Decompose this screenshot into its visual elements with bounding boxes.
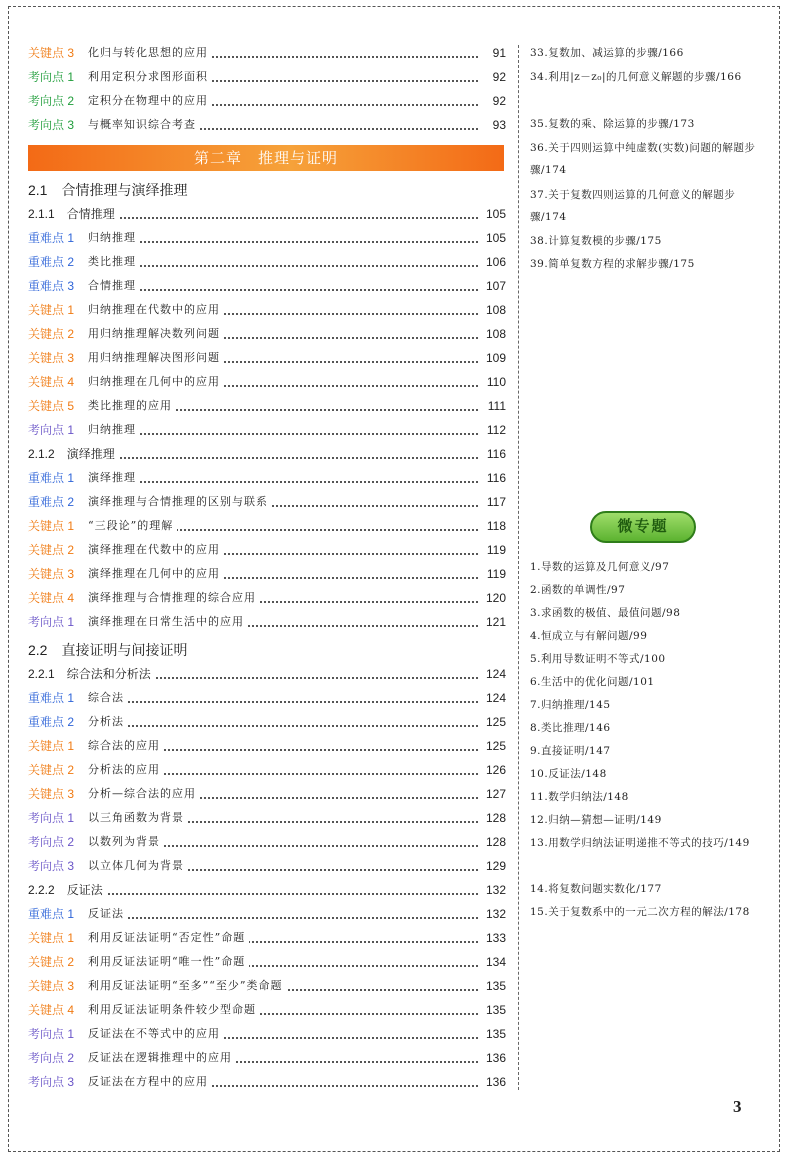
toc-entry[interactable] [28, 611, 506, 633]
entry-title: 化归与转化思想的应用 [88, 42, 212, 64]
entry-page-number: 134 [482, 951, 506, 973]
toc-entry[interactable] [28, 927, 506, 949]
toc-entry[interactable] [28, 711, 506, 733]
entry-title: 利用反证法证明“至多”“至少”类命题 [88, 975, 287, 997]
toc-entry[interactable] [28, 66, 506, 88]
micro-topic-item[interactable]: 6.生活中的优化问题/101 [530, 676, 655, 688]
subsection-page-number: 124 [482, 663, 506, 685]
entry-page-number: 105 [482, 227, 506, 249]
entry-category-label: 重难点 2 [28, 255, 75, 269]
entry-page-number: 132 [482, 903, 506, 925]
dot-leader [88, 481, 478, 483]
micro-topic-item[interactable]: 15.关于复数系中的一元二次方程的解法/178 [530, 906, 750, 918]
entry-page-number: 127 [482, 783, 506, 805]
micro-topic-item[interactable]: 10.反证法/148 [530, 768, 607, 780]
step-item[interactable]: 37.关于复数四则运算的几何意义的解题步骤/174 [530, 189, 736, 223]
entry-title: “三段论”的理解 [88, 515, 177, 537]
toc-entry[interactable] [28, 975, 506, 997]
dot-leader [88, 289, 478, 291]
entry-page-number: 135 [482, 999, 506, 1021]
entry-category-label: 关键点 2 [28, 327, 75, 341]
dot-leader [88, 725, 478, 727]
entry-title: 演绎推理在代数中的应用 [88, 539, 224, 561]
entry-page-number: 121 [482, 611, 506, 633]
entry-title: 反证法在逻辑推理中的应用 [88, 1047, 236, 1069]
entry-page-number: 135 [482, 1023, 506, 1045]
entry-page-number: 111 [484, 395, 506, 417]
micro-topic-item[interactable]: 13.用数学归纳法证明递推不等式的技巧/149 [530, 837, 750, 849]
entry-page-number: 118 [483, 515, 506, 537]
toc-entry[interactable] [28, 1071, 506, 1093]
step-item[interactable]: 36.关于四则运算中纯虚数(实数)问题的解题步骤/174 [530, 142, 756, 176]
dot-leader [88, 917, 478, 919]
toc-entry[interactable] [28, 783, 506, 805]
toc-entry[interactable] [28, 539, 506, 561]
entry-page-number: 106 [482, 251, 506, 273]
entry-category-label: 考向点 2 [28, 835, 75, 849]
entry-category-label: 重难点 2 [28, 715, 75, 729]
step-item[interactable]: 35.复数的乘、除运算的步骤/173 [530, 118, 695, 130]
entry-category-label: 关键点 3 [28, 351, 75, 365]
entry-page-number: 129 [482, 855, 506, 877]
toc-entry[interactable] [28, 299, 506, 321]
chapter-title-banner: 第二章 推理与证明 [28, 145, 504, 171]
entry-category-label: 重难点 1 [28, 907, 75, 921]
entry-category-label: 关键点 3 [28, 567, 75, 581]
entry-title: 归纳推理 [88, 419, 140, 441]
entry-title: 演绎推理与合情推理的综合应用 [88, 587, 260, 609]
entry-title: 反证法在方程中的应用 [88, 1071, 212, 1093]
entry-page-number: 136 [482, 1071, 506, 1093]
micro-topic-item[interactable]: 14.将复数问题实数化/177 [530, 883, 662, 895]
entry-category-label: 考向点 1 [28, 811, 75, 825]
step-item[interactable]: 33.复数加、减运算的步骤/166 [530, 47, 684, 59]
toc-entry[interactable] [28, 395, 506, 417]
entry-title: 综合法的应用 [88, 735, 164, 757]
subsection-entry[interactable] [28, 443, 506, 465]
entry-title: 与概率知识综合考查 [88, 114, 200, 136]
dot-leader [88, 265, 478, 267]
column-divider [518, 45, 519, 1090]
entry-page-number: 112 [483, 419, 506, 441]
entry-category-label: 考向点 3 [28, 118, 75, 132]
entry-category-label: 关键点 3 [28, 46, 75, 60]
toc-entry[interactable] [28, 251, 506, 273]
entry-page-number: 128 [482, 831, 506, 853]
entry-category-label: 关键点 4 [28, 1003, 75, 1017]
entry-page-number: 116 [483, 467, 506, 489]
entry-category-label: 关键点 4 [28, 375, 75, 389]
entry-title: 以数列为背景 [88, 831, 164, 853]
entry-title: 用归纳推理解决图形问题 [88, 347, 224, 369]
micro-topic-item[interactable]: 9.直接证明/147 [530, 745, 611, 757]
entry-page-number: 128 [482, 807, 506, 829]
entry-category-label: 重难点 3 [28, 279, 75, 293]
toc-entry[interactable] [28, 114, 506, 136]
entry-category-label: 重难点 1 [28, 231, 75, 245]
micro-topic-item[interactable]: 8.类比推理/146 [530, 722, 611, 734]
entry-page-number: 108 [482, 299, 506, 321]
micro-topic-item[interactable]: 1.导数的运算及几何意义/97 [530, 561, 670, 573]
entry-page-number: 92 [489, 66, 506, 88]
entry-page-number: 136 [482, 1047, 506, 1069]
micro-topic-item[interactable]: 11.数学归纳法/148 [530, 791, 629, 803]
entry-category-label: 关键点 3 [28, 979, 75, 993]
entry-title: 演绎推理在日常生活中的应用 [88, 611, 248, 633]
entry-category-label: 考向点 1 [28, 70, 75, 84]
section-heading: 2.1 合情推理与演绎推理 [28, 182, 188, 198]
subsection-entry[interactable] [28, 203, 506, 225]
entry-page-number: 119 [483, 563, 506, 585]
entry-category-label: 关键点 1 [28, 739, 75, 753]
toc-entry[interactable] [28, 371, 506, 393]
entry-category-label: 关键点 2 [28, 955, 75, 969]
micro-topic-item[interactable]: 5.利用导数证明不等式/100 [530, 653, 666, 665]
toc-entry[interactable] [28, 587, 506, 609]
entry-category-label: 重难点 1 [28, 471, 75, 485]
page-number: 3 [733, 1097, 742, 1116]
toc-entry[interactable] [28, 855, 506, 877]
entry-title: 以三角函数为背景 [88, 807, 188, 829]
toc-entry[interactable] [28, 999, 506, 1021]
entry-title: 演绎推理在几何中的应用 [88, 563, 224, 585]
entry-page-number: 107 [482, 275, 506, 297]
toc-entry[interactable] [28, 831, 506, 853]
entry-category-label: 考向点 1 [28, 615, 75, 629]
subsection-page-number: 116 [483, 443, 506, 465]
entry-title: 利用反证法证明“唯一性”命题 [88, 951, 249, 973]
entry-title: 归纳推理 [88, 227, 140, 249]
entry-page-number: 125 [482, 735, 506, 757]
entry-title: 演绎推理与合情推理的区别与联系 [88, 491, 272, 513]
micro-topic-item[interactable]: 2.函数的单调性/97 [530, 584, 626, 596]
toc-entry[interactable] [28, 687, 506, 709]
entry-title: 分析—综合法的应用 [88, 783, 200, 805]
entry-title: 归纳推理在代数中的应用 [88, 299, 224, 321]
toc-entry[interactable] [28, 759, 506, 781]
entry-category-label: 关键点 1 [28, 931, 75, 945]
entry-category-label: 关键点 5 [28, 399, 75, 413]
dot-leader [88, 241, 478, 243]
toc-entry[interactable] [28, 1023, 506, 1045]
entry-page-number: 125 [482, 711, 506, 733]
entry-page-number: 92 [489, 90, 506, 112]
entry-title: 合情推理 [88, 275, 140, 297]
entry-title: 综合法 [88, 687, 128, 709]
entry-title: 定积分在物理中的应用 [88, 90, 212, 112]
entry-title: 类比推理的应用 [88, 395, 176, 417]
toc-entry[interactable] [28, 90, 506, 112]
entry-title: 演绎推理 [88, 467, 140, 489]
entry-category-label: 关键点 1 [28, 519, 75, 533]
micro-topic-item[interactable]: 3.求函数的极值、最值问题/98 [530, 607, 681, 619]
entry-category-label: 关键点 2 [28, 543, 75, 557]
subsection-title: 2.1.2 演绎推理 [28, 443, 119, 465]
toc-entry[interactable] [28, 515, 506, 537]
entry-category-label: 考向点 2 [28, 1051, 75, 1065]
toc-entry[interactable] [28, 42, 506, 64]
entry-title: 利用反证法证明“否定性”命题 [88, 927, 249, 949]
entry-category-label: 重难点 1 [28, 691, 75, 705]
entry-page-number: 117 [483, 491, 506, 513]
entry-page-number: 135 [482, 975, 506, 997]
toc-entry[interactable] [28, 467, 506, 489]
micro-topic-item[interactable]: 7.归纳推理/145 [530, 699, 611, 711]
entry-category-label: 考向点 3 [28, 1075, 75, 1089]
step-item[interactable]: 38.计算复数模的步骤/175 [530, 235, 662, 247]
entry-page-number: 93 [489, 114, 506, 136]
entry-category-label: 考向点 2 [28, 94, 75, 108]
toc-entry[interactable] [28, 1047, 506, 1069]
toc-entry[interactable] [28, 807, 506, 829]
entry-page-number: 119 [483, 539, 506, 561]
toc-entry[interactable] [28, 563, 506, 585]
entry-title: 反证法 [88, 903, 128, 925]
entry-title: 利用定积分求图形面积 [88, 66, 212, 88]
subsection-title: 2.1.1 合情推理 [28, 203, 119, 225]
micro-topics-badge: 微专题 [590, 511, 696, 543]
entry-page-number: 91 [489, 42, 506, 64]
entry-title: 分析法 [88, 711, 128, 733]
entry-page-number: 110 [483, 371, 506, 393]
entry-page-number: 126 [482, 759, 506, 781]
entry-page-number: 120 [482, 587, 506, 609]
section-heading: 2.2 直接证明与间接证明 [28, 642, 188, 658]
entry-title: 用归纳推理解决数列问题 [88, 323, 224, 345]
micro-topic-item[interactable]: 12.归纳—猜想—证明/149 [530, 814, 662, 826]
subsection-title: 2.2.1 综合法和分析法 [28, 663, 155, 685]
entry-category-label: 考向点 3 [28, 859, 75, 873]
entry-page-number: 133 [482, 927, 506, 949]
dot-leader [88, 701, 478, 703]
entry-category-label: 重难点 2 [28, 495, 75, 509]
entry-title: 归纳推理在几何中的应用 [88, 371, 224, 393]
entry-title: 反证法在不等式中的应用 [88, 1023, 224, 1045]
entry-page-number: 109 [482, 347, 506, 369]
toc-entry[interactable] [28, 419, 506, 441]
toc-entry[interactable] [28, 951, 506, 973]
entry-category-label: 考向点 1 [28, 423, 75, 437]
entry-page-number: 124 [482, 687, 506, 709]
entry-category-label: 考向点 1 [28, 1027, 75, 1041]
toc-entry[interactable] [28, 491, 506, 513]
step-item[interactable]: 39.简单复数方程的求解步骤/175 [530, 258, 695, 270]
subsection-page-number: 105 [482, 203, 506, 225]
entry-category-label: 关键点 3 [28, 787, 75, 801]
micro-topic-item[interactable]: 4.恒成立与有解问题/99 [530, 630, 648, 642]
toc-entry[interactable] [28, 347, 506, 369]
toc-entry[interactable] [28, 323, 506, 345]
step-item[interactable]: 34.利用|z－z₀|的几何意义解题的步骤/166 [530, 71, 742, 83]
toc-entry[interactable] [28, 735, 506, 757]
dot-leader [88, 433, 478, 435]
entry-category-label: 关键点 2 [28, 763, 75, 777]
entry-page-number: 108 [482, 323, 506, 345]
entry-category-label: 关键点 4 [28, 591, 75, 605]
entry-title: 分析法的应用 [88, 759, 164, 781]
subsection-page-number: 132 [482, 879, 506, 901]
subsection-entry[interactable] [28, 663, 506, 685]
entry-title: 类比推理 [88, 251, 140, 273]
entry-title: 利用反证法证明条件较少型命题 [88, 999, 260, 1021]
subsection-title: 2.2.2 反证法 [28, 879, 107, 901]
toc-entry[interactable] [28, 903, 506, 925]
entry-title: 以立体几何为背景 [88, 855, 188, 877]
subsection-entry[interactable] [28, 879, 506, 901]
toc-entry[interactable] [28, 275, 506, 297]
entry-category-label: 关键点 1 [28, 303, 75, 317]
toc-entry[interactable] [28, 227, 506, 249]
